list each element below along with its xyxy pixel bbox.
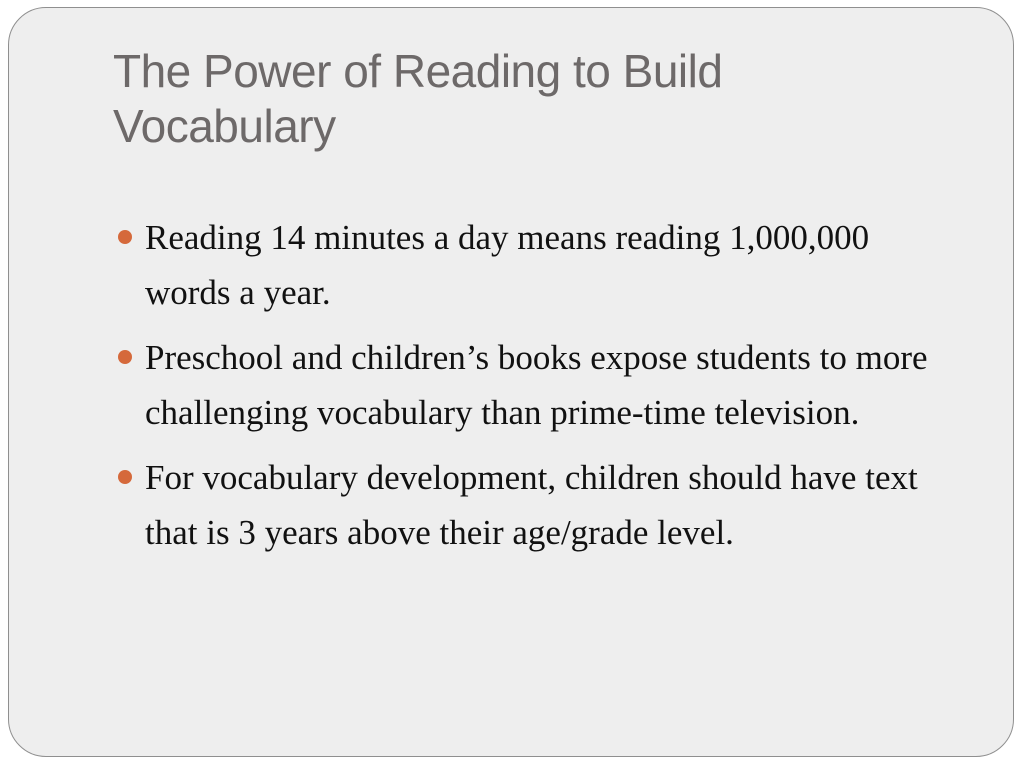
slide-title: The Power of Reading to Build Vocabulary xyxy=(113,45,723,152)
bullet-dot-icon xyxy=(118,350,132,364)
slide xyxy=(8,7,1014,757)
bullet-text: Reading 14 minutes a day means reading 1,000,000 words a year. xyxy=(145,218,870,312)
bullet-dot-icon xyxy=(118,470,132,484)
bullet-item xyxy=(115,330,955,440)
bullet-text: For vocabulary development, children should have text that is 3 years above their age/grade level. xyxy=(145,458,918,552)
bullet-text: Preschool and children’s books expose students to more challenging vocabulary than prime-time television. xyxy=(145,338,928,432)
bullet-item xyxy=(115,210,955,320)
bullet-dot-icon xyxy=(118,230,132,244)
bullet-item xyxy=(115,450,955,560)
bullet-list xyxy=(115,210,955,570)
